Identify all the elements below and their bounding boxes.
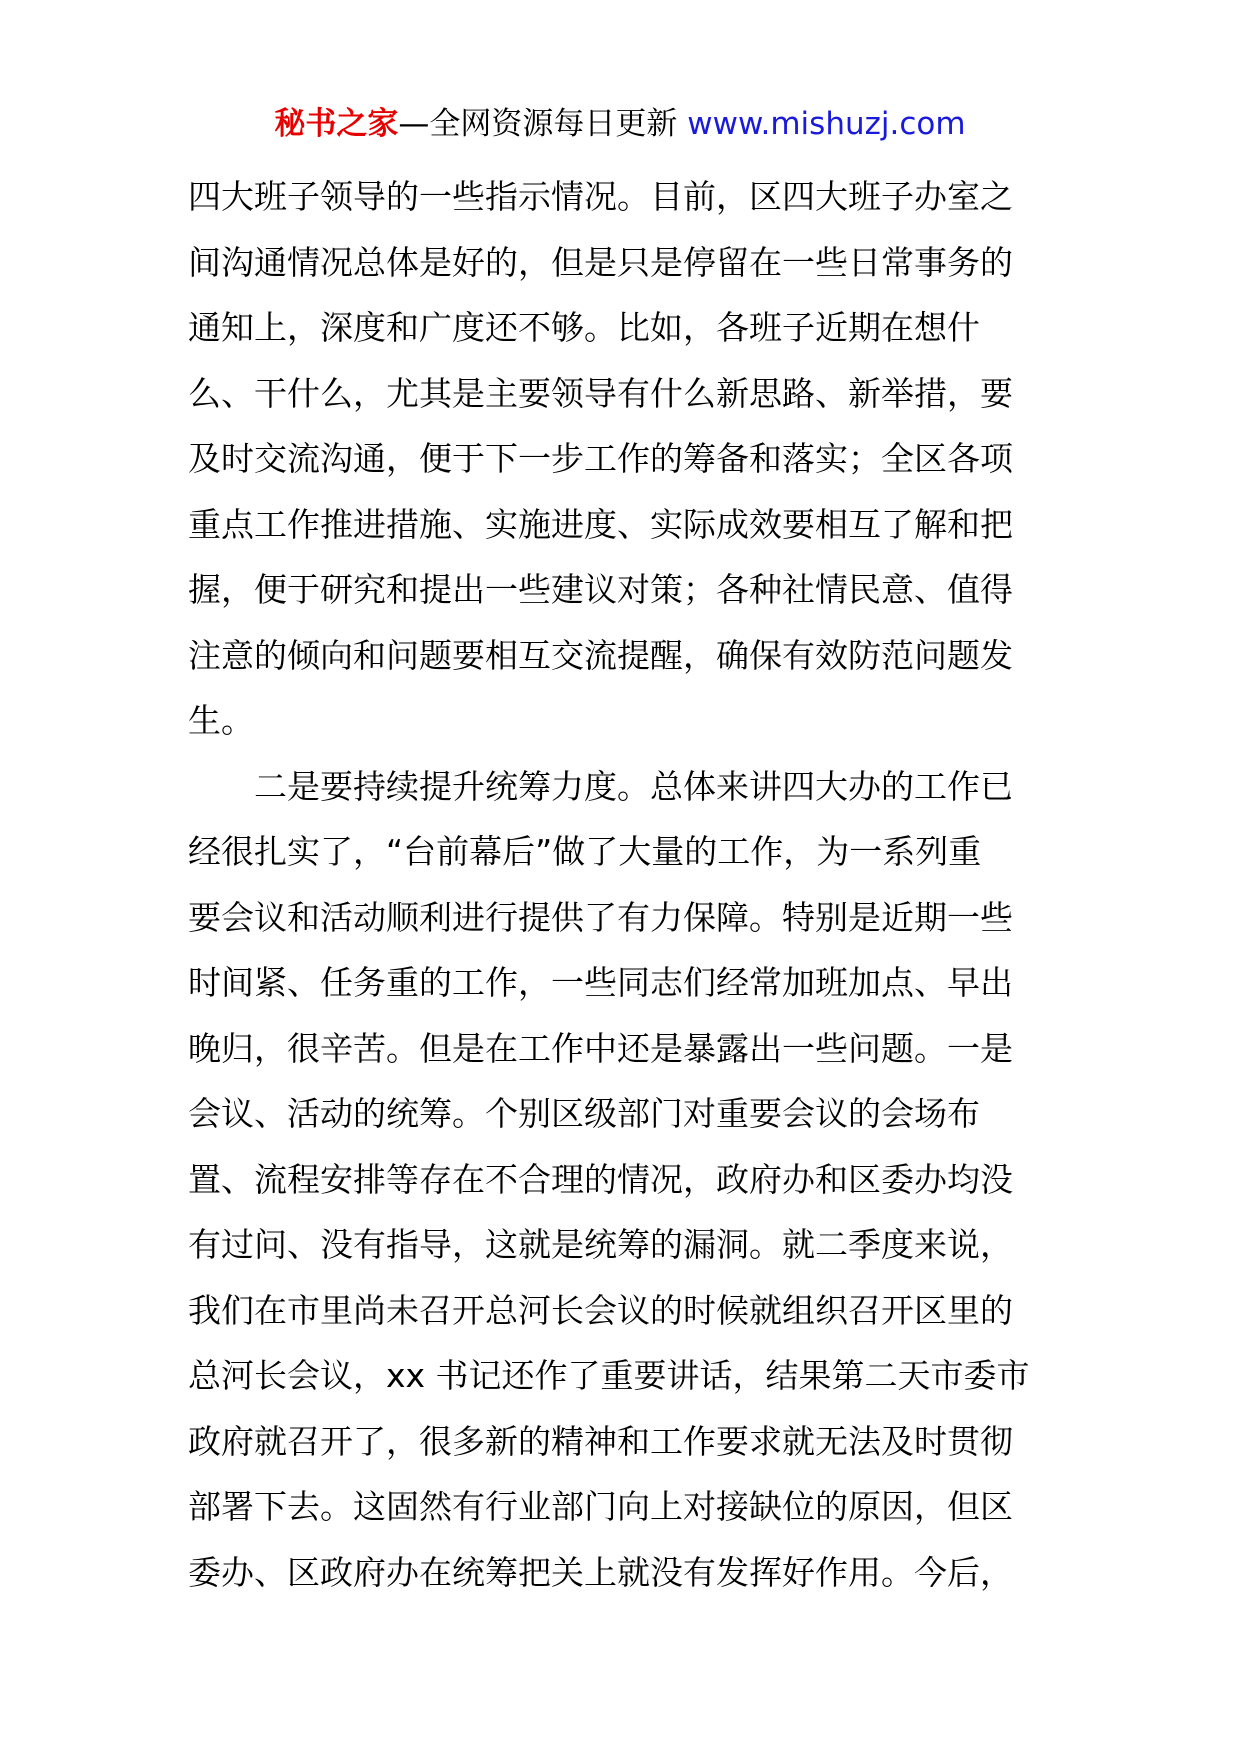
text-line: 政府就召开了，很多新的精神和工作要求就无法及时贯彻 [188,1421,1013,1461]
site-brand: 秘书之家 [274,106,399,142]
text-line: 四大班子领导的一些指示情况。目前，区四大班子办室之 [188,177,1013,216]
text-line: 么、干什么，尤其是主要领导有什么新思路、新举措，要 [188,373,1013,413]
text-line: 有过问、没有指导，这就是统筹的漏洞。就二季度来说， [188,1225,1013,1264]
text-line: 总河长会议，xx 书记还作了重要讲话，结果第二天市委市 [188,1356,1030,1395]
text-line: 部署下去。这固然有行业部门向上对接缺位的原因，但区 [188,1487,1013,1526]
text-line: 要会议和活动顺利进行提供了有力保障。特别是近期一些 [188,897,1013,937]
text-line: 委办、区政府办在统筹把关上就没有发挥好作用。今后， [188,1552,1013,1592]
text-line: 通知上，深度和广度还不够。比如，各班子近期在想什 [188,308,980,347]
site-header [0,98,1240,150]
text-line: 我们在市里尚未召开总河长会议的时候就组织召开区里的 [188,1290,1013,1330]
text-line: 置、流程安排等存在不合理的情况，政府办和区委办均没 [188,1159,1013,1199]
text-line: 会议、活动的统筹。个别区级部门对重要会议的会场布 [188,1094,980,1133]
text-line: 生。 [188,701,254,740]
text-line: 及时交流沟通，便于下一步工作的筹备和落实；全区各项 [188,439,1013,478]
site-tagline: —全网资源每日更新 [398,106,688,142]
text-line: 晚归，很辛苦。但是在工作中还是暴露出一些问题。一是 [188,1028,1013,1068]
text-line: 握，便于研究和提出一些建议对策；各种社情民意、值得 [188,570,1013,609]
text-line: 重点工作推进措施、实施进度、实际成效要相互了解和把 [188,504,1013,544]
site-url-link[interactable]: www.mishuzj.com [687,106,966,142]
document-body [188,164,1068,1605]
text-line: 注意的倾向和问题要相互交流提醒，确保有效防范问题发 [188,635,1013,675]
text-line: 二是要持续提升统筹力度。总体来讲四大办的工作已 [188,766,1013,806]
text-line: 经很扎实了，“台前幕后”做了大量的工作，为一系列重 [188,832,982,871]
text-line: 间沟通情况总体是好的，但是只是停留在一些日常事务的 [188,242,1013,282]
text-line: 时间紧、任务重的工作，一些同志们经常加班加点、早出 [188,963,1013,1002]
